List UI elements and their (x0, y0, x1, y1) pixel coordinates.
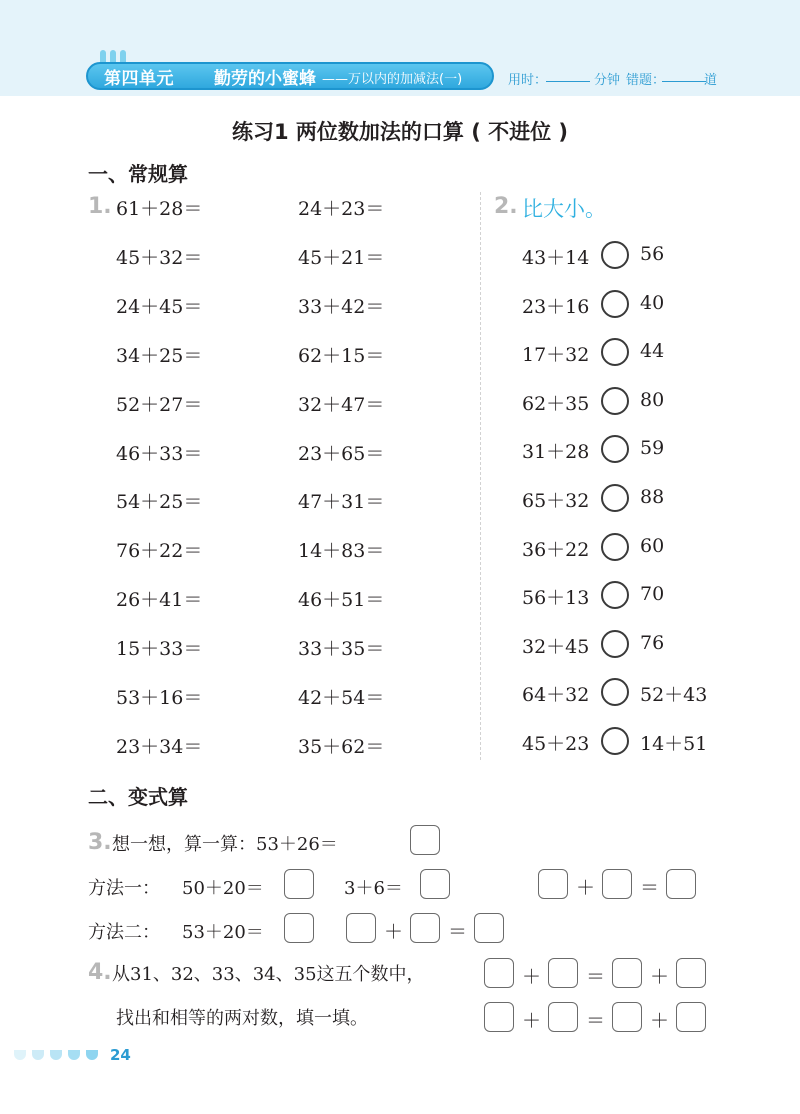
method-2-box-1[interactable] (284, 913, 314, 943)
compare-circle[interactable] (601, 290, 629, 318)
page-number: 24 (110, 1046, 131, 1064)
compare-left: 56＋13 (522, 587, 590, 610)
method-1-equation: 50＋20＝ (182, 878, 264, 899)
plus-sign: ＋ (576, 877, 596, 899)
compare-circle[interactable] (601, 241, 629, 269)
compare-left: 23＋16 (522, 295, 590, 318)
q4-box[interactable] (676, 958, 706, 988)
compare-circle[interactable] (601, 727, 629, 755)
compare-left: 64＋32 (522, 684, 590, 707)
time-label: 用时： (508, 73, 548, 88)
q1-equation: 32＋47＝ (298, 393, 385, 416)
method-1-box-4[interactable] (602, 869, 632, 899)
method-2-box-3[interactable] (410, 913, 440, 943)
time-blank[interactable] (546, 69, 590, 86)
method-2-box-4[interactable] (474, 913, 504, 943)
compare-right: 40 (640, 291, 665, 314)
q1-equation: 42＋54＝ (298, 687, 385, 709)
compare-right: 88 (640, 486, 665, 508)
q1-equation: 23＋65＝ (298, 442, 385, 465)
footer-decoration (50, 1050, 62, 1060)
compare-left: 32＋45 (522, 635, 590, 658)
compare-circle[interactable] (601, 484, 629, 512)
compare-left: 31＋28 (522, 441, 590, 464)
q1-equation: 33＋35＝ (298, 638, 385, 661)
q3-number: 3. (88, 830, 112, 855)
q3-answer-box[interactable] (410, 825, 440, 855)
footer-decoration (14, 1050, 26, 1060)
plus-sign: ＋ (650, 1010, 670, 1032)
compare-right: 60 (640, 534, 665, 557)
footer-decoration (32, 1050, 44, 1060)
compare-right: 76 (640, 631, 665, 654)
plus-sign: ＋ (522, 1010, 542, 1032)
compare-right: 14＋51 (640, 733, 708, 755)
q4-box[interactable] (612, 1002, 642, 1032)
q4-box[interactable] (548, 958, 578, 988)
compare-left: 17＋32 (522, 344, 590, 367)
method-1-box-1[interactable] (284, 869, 314, 899)
q4-line-1: 从31、32、33、34、35这五个数中， (112, 964, 425, 985)
method-1-label: 方法一： (88, 878, 160, 899)
q4-line-2: 找出和相等的两对数，填一填。 (116, 1008, 368, 1029)
q1-number: 1. (88, 194, 112, 219)
method-1-box-5[interactable] (666, 869, 696, 899)
compare-right: 52＋43 (640, 684, 708, 707)
compare-left: 62＋35 (522, 392, 590, 415)
q2-prompt: 比大小。 (522, 197, 606, 221)
section-1-heading: 一、常规算 (88, 162, 188, 186)
method-2-box-2[interactable] (346, 913, 376, 943)
unit-topic: 勤劳的小蜜蜂 (214, 69, 316, 89)
q1-equation: 45＋32＝ (116, 246, 203, 269)
compare-circle[interactable] (601, 387, 629, 415)
method-1-box-2[interactable] (420, 869, 450, 899)
method-1-equation-2: 3＋6＝ (344, 878, 403, 899)
minutes-label: 分钟 (594, 73, 621, 88)
compare-right: 59 (640, 437, 665, 460)
method-1-box-3[interactable] (538, 869, 568, 899)
questions-label: 道 (704, 73, 718, 88)
q1-equation: 46＋51＝ (298, 589, 385, 612)
unit-subtopic: ——万以内的加减法(一) (322, 72, 463, 87)
compare-left: 65＋32 (522, 490, 590, 512)
q1-equation: 45＋21＝ (298, 246, 385, 269)
q2-number: 2. (494, 194, 518, 219)
column-divider (480, 192, 481, 760)
q1-equation: 26＋41＝ (116, 589, 203, 612)
q1-equation: 14＋83＝ (298, 540, 385, 563)
q1-equation: 54＋25＝ (116, 491, 203, 514)
q1-equation: 62＋15＝ (298, 344, 385, 367)
q1-equation: 24＋23＝ (298, 198, 385, 220)
compare-circle[interactable] (601, 581, 629, 609)
q1-equation: 35＋62＝ (298, 735, 385, 758)
q4-box[interactable] (548, 1002, 578, 1032)
footer-decoration (68, 1050, 80, 1060)
compare-left: 43＋14 (522, 247, 590, 269)
compare-left: 36＋22 (522, 538, 590, 561)
q1-equation: 47＋31＝ (298, 491, 385, 514)
method-2-equation: 53＋20＝ (182, 922, 264, 943)
exercise-title: 练习1 两位数加法的口算 ( 不进位 ) (231, 120, 569, 144)
equals-sign: ＝ (586, 966, 606, 988)
equals-sign: ＝ (640, 877, 660, 899)
compare-circle[interactable] (601, 678, 629, 706)
q1-equation: 23＋34＝ (116, 735, 203, 758)
compare-right: 44 (640, 340, 665, 363)
q4-number: 4. (88, 960, 112, 985)
compare-right: 80 (640, 388, 665, 411)
compare-circle[interactable] (601, 435, 629, 463)
equals-sign: ＝ (586, 1010, 606, 1032)
q1-equation: 15＋33＝ (116, 638, 203, 661)
q1-equation: 24＋45＝ (116, 295, 203, 318)
compare-right: 56 (640, 243, 665, 265)
compare-right: 70 (640, 583, 665, 606)
method-2-label: 方法二： (88, 922, 160, 943)
plus-sign: ＋ (522, 966, 542, 988)
errors-label: 错题： (626, 73, 666, 88)
q1-equation: 46＋33＝ (116, 442, 203, 465)
plus-sign: ＋ (384, 921, 404, 943)
section-2-heading: 二、变式算 (88, 785, 188, 809)
compare-left: 45＋23 (522, 733, 590, 755)
q4-box[interactable] (484, 1002, 514, 1032)
equals-sign: ＝ (448, 921, 468, 943)
q3-prompt: 想一想，算一算：53＋26＝ (112, 834, 338, 855)
q1-equation: 33＋42＝ (298, 295, 385, 318)
compare-circle[interactable] (601, 338, 629, 366)
compare-circle[interactable] (601, 533, 629, 561)
q1-equation: 53＋16＝ (116, 687, 203, 709)
q1-equation: 61＋28＝ (116, 198, 203, 220)
errors-blank[interactable] (662, 69, 706, 86)
compare-circle[interactable] (601, 630, 629, 658)
q4-box[interactable] (676, 1002, 706, 1032)
q4-box[interactable] (612, 958, 642, 988)
footer-decoration (86, 1050, 98, 1060)
q4-box[interactable] (484, 958, 514, 988)
q1-equation: 76＋22＝ (116, 540, 203, 563)
q1-equation: 52＋27＝ (116, 393, 203, 416)
unit-label: 第四单元 (104, 69, 174, 89)
plus-sign: ＋ (650, 966, 670, 988)
q1-equation: 34＋25＝ (116, 344, 203, 367)
